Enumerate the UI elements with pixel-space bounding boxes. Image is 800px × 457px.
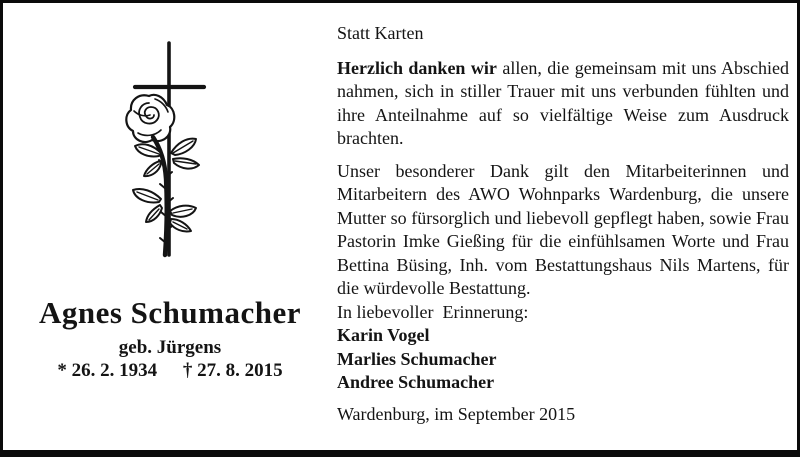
life-dates	[3, 359, 337, 382]
deceased-panel	[3, 3, 337, 450]
mourner-name-3: Andree Schumacher	[337, 372, 495, 392]
place-and-date-line: Wardenburg, im September 2015	[337, 403, 576, 424]
intro-line: Statt Karten	[337, 23, 424, 43]
birth-date: * 26. 2. 1934	[57, 360, 158, 381]
mourner-name-2: Marlies Schumacher	[337, 348, 497, 369]
thanks-rest: allen, die gemeinsam mit uns Abschied nahmen, sich in stiller Trauer mit uns verbunden fühlten und ihre Anteilnahme auf so vielfältige Weise zum Ausdruck brachten.	[337, 57, 789, 148]
thanks-lead: Herzlich danken wir	[337, 57, 497, 78]
deceased-name: Agnes Schumacher	[38, 295, 302, 330]
remembrance-line: In liebevoller Erinnerung:	[337, 301, 529, 322]
notice-text-panel	[337, 22, 789, 426]
thanks-paragraph	[337, 57, 789, 151]
mourner-name-1: Karin Vogel	[337, 325, 430, 345]
special-thanks-paragraph: Unser besonderer Dank gilt den Mitarbeiterinnen und Mitarbeitern des AWO Wohnparks Wardenburg, die unsere Mutter so fürsorglich und liebevoll gepflegt haben, sowie Frau Pastorin Imke Gießing für die einfühlsamen Worte und Frau Bettina Büsing, Inh. vom Bestattungshaus Nils Martens, für die würdevolle Bestattung.	[337, 160, 789, 298]
death-date: † 27. 8. 2015	[182, 360, 283, 381]
maiden-name: geb. Jürgens	[118, 337, 222, 358]
rose-bloom	[126, 95, 174, 142]
cross-with-rose-icon	[107, 33, 233, 263]
